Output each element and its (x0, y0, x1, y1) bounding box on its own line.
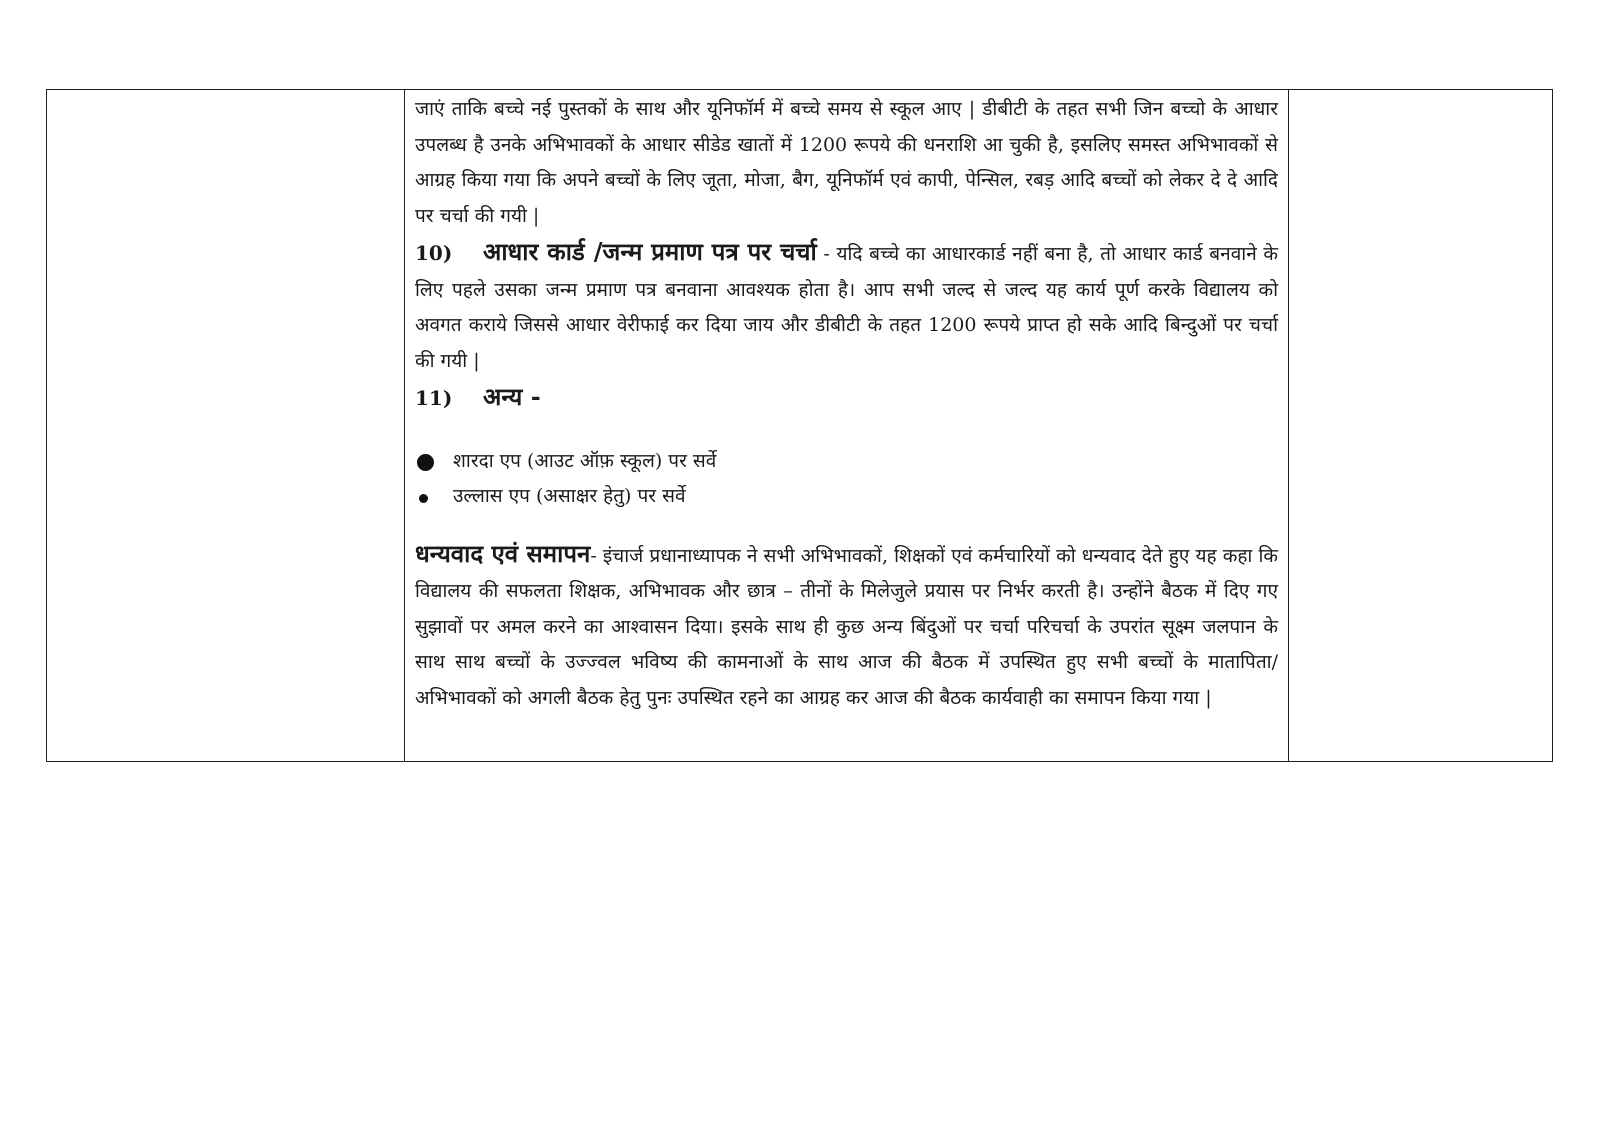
left-cell (47, 90, 405, 762)
bullet-text: शारदा एप (आउट ऑफ़ स्कूल) पर सर्वे (453, 449, 717, 472)
content-cell (405, 90, 1289, 762)
item-11-heading: अन्य - (483, 382, 541, 411)
item-10-heading: आधार कार्ड /जन्म प्रमाण पत्र पर चर्चा (483, 237, 817, 266)
closing-paragraph (415, 536, 1278, 717)
table-row (47, 90, 1553, 762)
closing-heading: धन्यवाद एवं समापन (415, 538, 591, 568)
item-10-text: - यदि बच्चे का आधारकार्ड नहीं बना है, तो आधार कार्ड बनवाने के लिए पहले उसका जन्म प्रमाण पत्र बनवाना आवश्यक होता है। आप सभी जल्द से जल्द यह कार्य पूर्ण करके विद्यालय को अवगत कराये जिससे आधार वेरीफाई कर दिया जाय और डीबीटी के तहत 1200 रूपये प्राप्त हो सके आदि बिन्दुओं पर चर्चा की गयी | (415, 243, 1278, 372)
bullet-icon (417, 454, 434, 471)
right-cell (1289, 90, 1553, 762)
closing-text: - इंचार्ज प्रधानाध्यापक ने सभी अभिभावकों, शिक्षकों एवं कर्मचारियों को धन्यवाद देते हुए यह कहा कि विद्यालय की सफलता शिक्षक, अभिभावक और छात्र – तीनों के मिलेजुले प्रयास पर निर्भर करती है। उन्होंने बैठक में दिए गए सुझावों पर अमल करने का आश्वासन दिया। इसके साथ ही कुछ अन्य बिंदुओं पर चर्चा परिचर्चा के उपरांत सूक्ष्म जलपान के साथ साथ बच्चों के उज्ज्वल भविष्य की कामनाओं के साथ आज की बैठक में उपस्थित हुए सभी बच्चों के मातापिता/ अभिभावकों को अगली बैठक हेतु पुनः उपस्थित रहने का आग्रह कर आज की बैठक कार्यवाही का समापन किया गया | (415, 544, 1278, 709)
item-11-bullet-list (415, 444, 1278, 514)
list-item (415, 479, 1278, 514)
minutes-table (46, 89, 1553, 762)
bullet-text: उल्लास एप (असाक्षर हेतु) पर सर्वे (453, 484, 686, 507)
list-item (415, 444, 1278, 479)
continuation-paragraph: जाएं ताकि बच्चे नई पुस्तकों के साथ और यूनिफॉर्म में बच्चे समय से स्कूल आए | डीबीटी के तहत सभी जिन बच्चो के आधार उपलब्ध है उनके अभिभावकों के आधार सीडेड खातों में 1200 रूपये की धनराशि आ चुकी है, इसलिए समस्त अभिभावकों से आग्रह किया गया कि अपने बच्चों के लिए जूता, मोजा, बैग, यूनिफॉर्म एवं कापी, पेन्सिल, रबड़ आदि बच्चों को लेकर दे दे आदि पर चर्चा की गयी | (415, 98, 1278, 227)
item-10-paragraph (415, 234, 1278, 379)
content-body (405, 90, 1288, 716)
item-11-heading-line (415, 379, 1278, 418)
item-10-number: 10) (415, 241, 453, 265)
item-11-number: 11) (415, 386, 453, 410)
bullet-icon (419, 494, 428, 503)
